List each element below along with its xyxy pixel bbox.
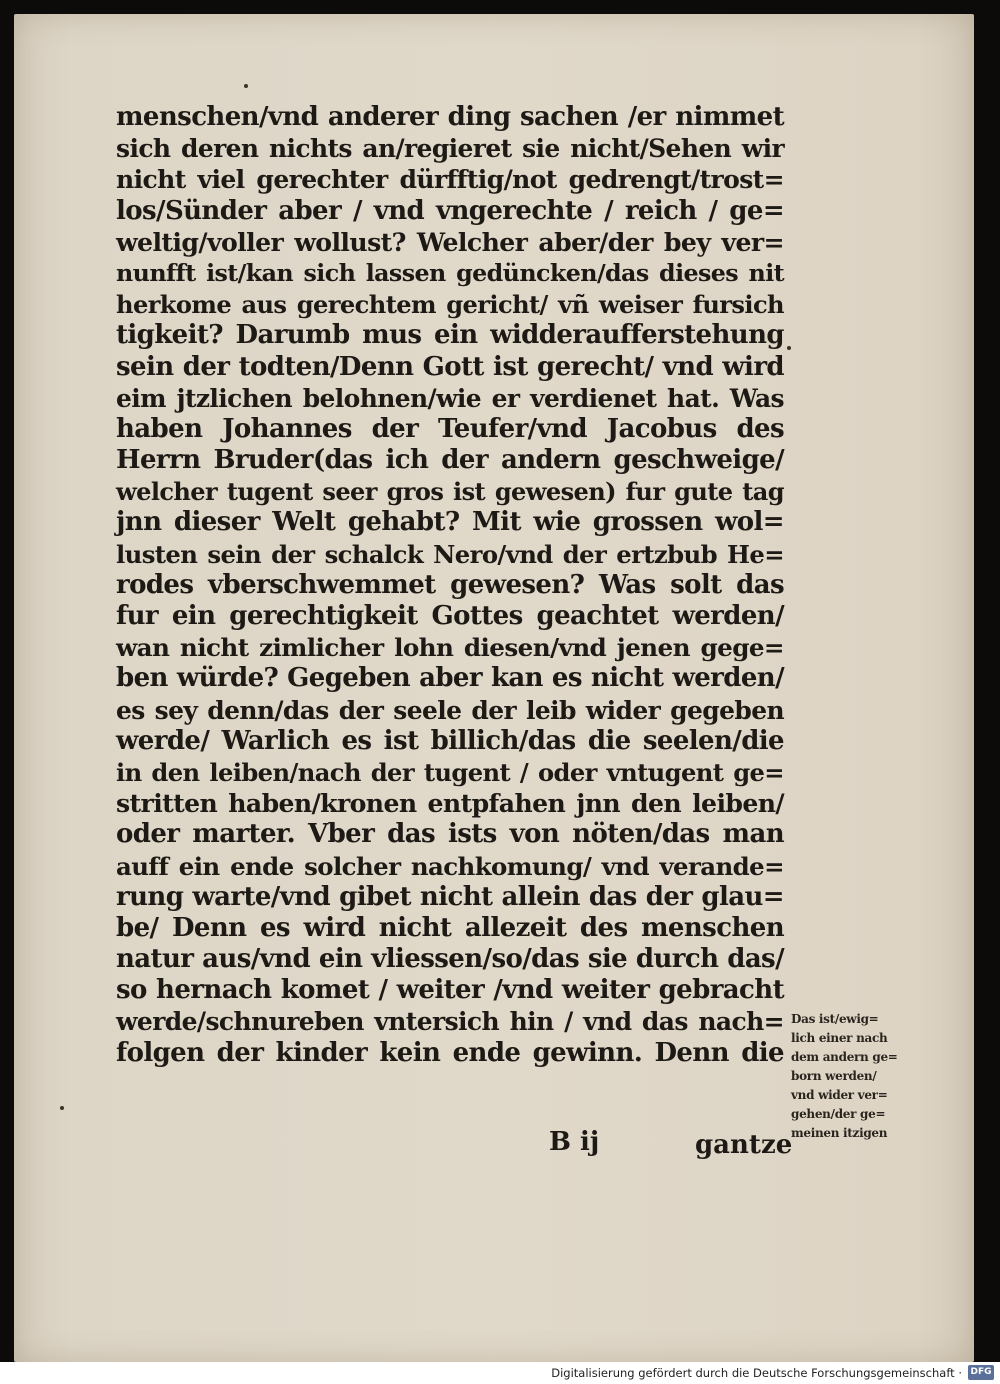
text-line: los/Sünder aber / vnd vngerechte / reich / ge= (116, 195, 784, 226)
text-line: natur aus/vnd ein vliessen/so/das sie durch das/ (116, 944, 784, 975)
text-line: rung warte/vnd gibet nicht allein das der glau= (116, 881, 784, 912)
text-line: lusten sein der schalck Nero/vnd der ertzbub He= (116, 539, 784, 569)
text-line: folgen der kinder kein ende gewinn. Denn die (116, 1037, 784, 1068)
text-line: eim jtzlichen belohnen/wie er verdienet hat. Was (116, 383, 784, 413)
text-line: so hernach komet / weiter /vnd weiter gebracht (116, 975, 784, 1006)
text-line: be/ Denn es wird nicht allezeit des menschen (116, 912, 784, 943)
text-line: rodes vberschwemmet gewesen? Was solt das (116, 569, 784, 600)
text-line: menschen/vnd anderer ding sachen /er nimmet (116, 102, 784, 132)
text-line: wan nicht zimlicher lohn diesen/vnd jenen gege= (116, 633, 784, 663)
text-line: Herrn Bruder(das ich der andern geschweige/ (116, 445, 784, 476)
text-line: haben Johannes der Teufer/vnd Jacobus des (116, 413, 784, 444)
marginal-note-line: meinen itzigen (791, 1126, 888, 1140)
text-line: jnn dieser Welt gehabt? Mit wie grossen wol= (116, 507, 784, 538)
footer-bar (0, 1362, 1000, 1384)
text-line: nicht viel gerechter dürfftig/not gedrengt/trost= (116, 164, 784, 195)
text-line: werde/ Warlich es ist billich/das die seelen/die (116, 725, 784, 756)
text-line: nunfft ist/kan sich lassen gedüncken/das dieses nit (116, 258, 784, 287)
text-line: oder marter. Vber das ists von nöten/das man (116, 819, 784, 850)
text-line: tigkeit? Darumb mus ein widderaufferstehung (116, 320, 784, 351)
ink-speck (244, 84, 248, 88)
ink-speck (787, 346, 791, 350)
text-line: es sey denn/das der seele der leib wider gegeben (116, 695, 784, 725)
main-text-block (116, 102, 784, 1069)
text-line: herkome aus gerechtem gericht/ vñ weiser fursich (116, 290, 784, 320)
marginal-note (791, 1010, 921, 1143)
text-line: ben würde? Gegeben aber kan es nicht werden/ (116, 663, 784, 694)
funding-notice: Digitalisierung gefördert durch die Deutsche Forschungsgemeinschaft · (551, 1366, 962, 1380)
text-line: werde/schnureben vntersich hin / vnd das nach= (116, 1007, 784, 1037)
marginal-note-line: gehen/der ge= (791, 1107, 886, 1121)
marginal-note-line: born werden/ (791, 1069, 877, 1083)
text-line: sich deren nichts an/regieret sie nicht/Sehen wir (116, 134, 784, 164)
signature-mark: B ij (549, 1127, 600, 1157)
text-line: stritten haben/kronen entpfahen jnn den leiben/ (116, 788, 784, 819)
marginal-note-line: vnd wider ver= (791, 1088, 888, 1102)
text-line: in den leiben/nach der tugent / oder vntugent ge= (116, 757, 784, 787)
marginal-note-line: dem andern ge= (791, 1050, 898, 1064)
text-line: sein der todten/Denn Gott ist gerecht/ vnd wird (116, 351, 784, 382)
ink-speck (60, 1106, 64, 1110)
catchword: gantze (695, 1130, 793, 1160)
text-line: fur ein gerechtigkeit Gottes geachtet werden/ (116, 601, 784, 631)
text-line: auff ein ende solcher nachkomung/ vnd verande= (116, 851, 784, 881)
text-line: weltig/voller wollust? Welcher aber/der bey ver= (116, 226, 784, 257)
dfg-logo-icon: DFG (968, 1365, 994, 1380)
scanned-page (14, 14, 974, 1362)
marginal-note-line: lich einer nach (791, 1031, 888, 1045)
text-line: welcher tugent seer gros ist gewesen) fur gute tag (116, 477, 784, 507)
marginal-note-line: Das ist/ewig= (791, 1012, 879, 1026)
